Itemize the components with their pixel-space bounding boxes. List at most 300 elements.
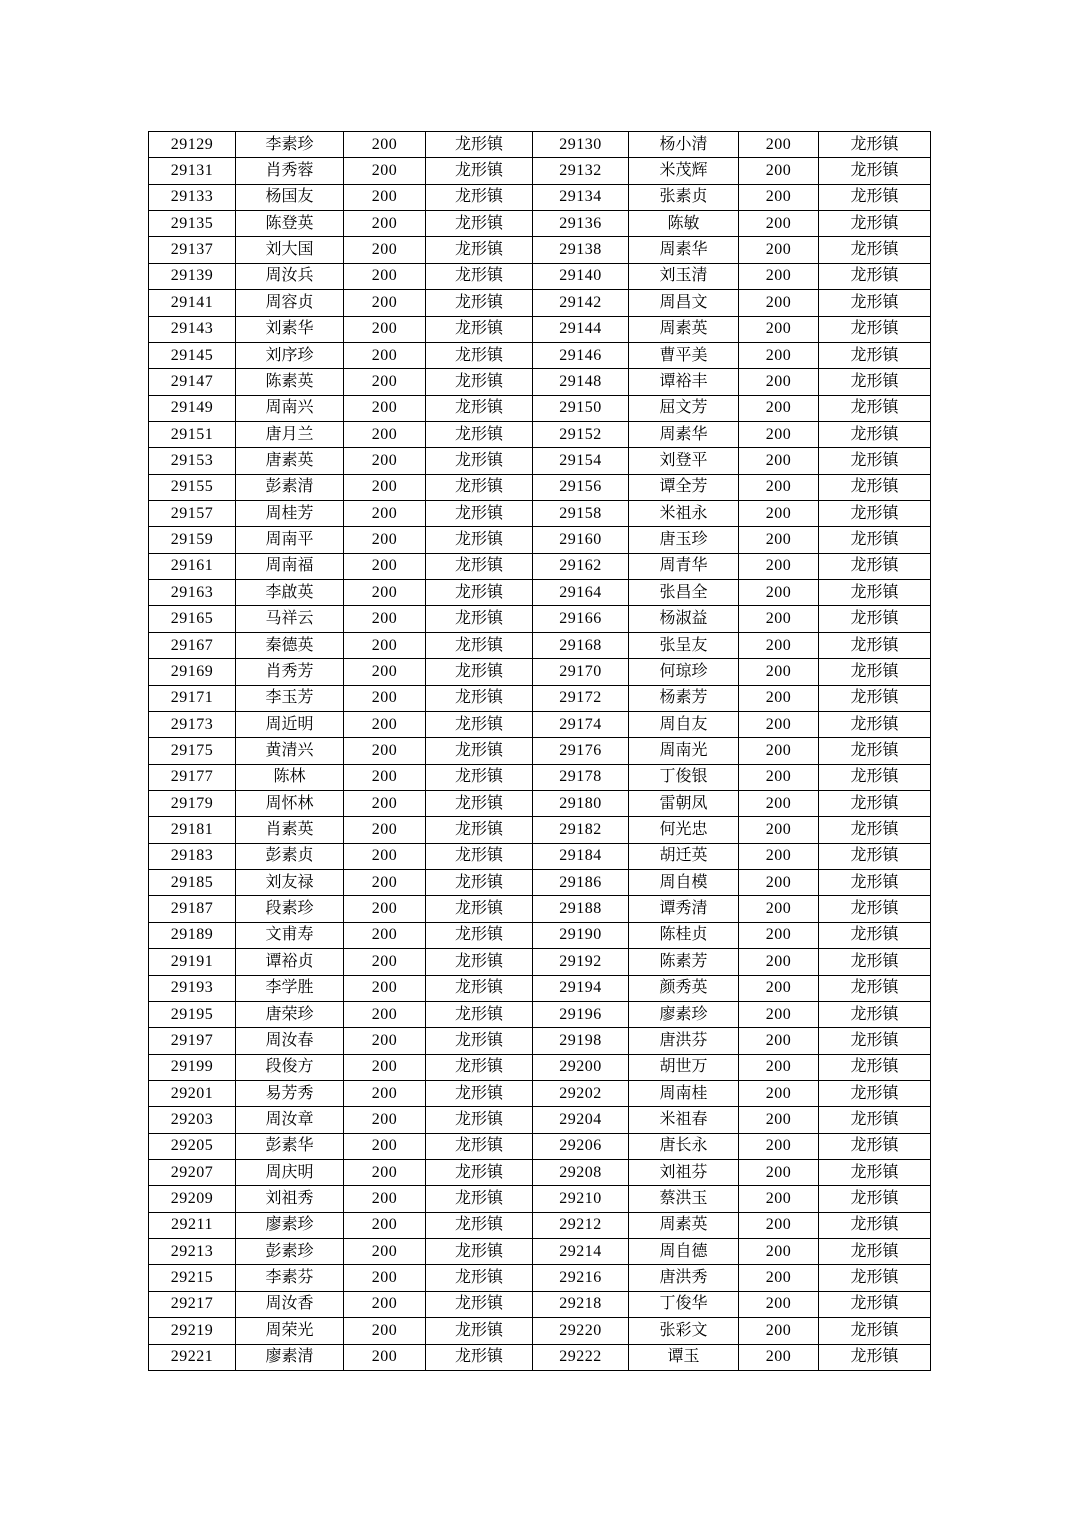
- cell-town-right: 龙形镇: [819, 184, 931, 210]
- cell-id-right: 29198: [533, 1028, 629, 1054]
- cell-id-left: 29193: [149, 975, 236, 1001]
- cell-amount-right: 200: [739, 1028, 819, 1054]
- table-row: [149, 184, 931, 210]
- cell-name-left: 彭素华: [236, 1133, 344, 1159]
- cell-town-right: 龙形镇: [819, 1001, 931, 1027]
- cell-town-right: 龙形镇: [819, 342, 931, 368]
- cell-name-right: 唐洪芬: [629, 1028, 739, 1054]
- cell-amount-right: 200: [739, 132, 819, 158]
- table-row: [149, 922, 931, 948]
- cell-town-left: 龙形镇: [426, 211, 533, 237]
- table-row: [149, 290, 931, 316]
- cell-name-right: 陈素芳: [629, 949, 739, 975]
- table-row: [149, 1344, 931, 1370]
- cell-name-right: 周昌文: [629, 290, 739, 316]
- cell-id-right: 29154: [533, 448, 629, 474]
- cell-id-left: 29199: [149, 1054, 236, 1080]
- cell-name-left: 廖素珍: [236, 1212, 344, 1238]
- cell-amount-right: 200: [739, 237, 819, 263]
- cell-amount-left: 200: [344, 290, 426, 316]
- cell-amount-right: 200: [739, 764, 819, 790]
- cell-id-left: 29141: [149, 290, 236, 316]
- cell-town-right: 龙形镇: [819, 1080, 931, 1106]
- cell-amount-right: 200: [739, 1265, 819, 1291]
- cell-amount-left: 200: [344, 764, 426, 790]
- cell-name-right: 胡迁英: [629, 843, 739, 869]
- cell-name-left: 刘友禄: [236, 870, 344, 896]
- cell-town-right: 龙形镇: [819, 1028, 931, 1054]
- cell-name-left: 易芳秀: [236, 1080, 344, 1106]
- cell-amount-right: 200: [739, 1054, 819, 1080]
- cell-name-right: 张彩文: [629, 1318, 739, 1344]
- cell-amount-left: 200: [344, 237, 426, 263]
- cell-name-right: 丁俊银: [629, 764, 739, 790]
- cell-amount-right: 200: [739, 1133, 819, 1159]
- cell-id-left: 29175: [149, 738, 236, 764]
- cell-id-right: 29174: [533, 711, 629, 737]
- cell-name-right: 米祖春: [629, 1107, 739, 1133]
- cell-town-right: 龙形镇: [819, 738, 931, 764]
- cell-name-left: 周近明: [236, 711, 344, 737]
- table-row: [149, 896, 931, 922]
- cell-amount-left: 200: [344, 711, 426, 737]
- table-row: [149, 685, 931, 711]
- table-row: [149, 1318, 931, 1344]
- cell-town-left: 龙形镇: [426, 421, 533, 447]
- cell-amount-right: 200: [739, 711, 819, 737]
- cell-id-left: 29217: [149, 1291, 236, 1317]
- cell-town-left: 龙形镇: [426, 1001, 533, 1027]
- table-row: [149, 1239, 931, 1265]
- cell-town-right: 龙形镇: [819, 263, 931, 289]
- cell-name-right: 周素英: [629, 316, 739, 342]
- cell-town-left: 龙形镇: [426, 395, 533, 421]
- cell-amount-left: 200: [344, 527, 426, 553]
- cell-name-right: 雷朝凤: [629, 790, 739, 816]
- cell-id-right: 29184: [533, 843, 629, 869]
- cell-name-left: 肖素英: [236, 817, 344, 843]
- cell-amount-left: 200: [344, 1265, 426, 1291]
- cell-id-right: 29176: [533, 738, 629, 764]
- cell-id-right: 29172: [533, 685, 629, 711]
- cell-town-left: 龙形镇: [426, 896, 533, 922]
- cell-town-left: 龙形镇: [426, 632, 533, 658]
- cell-town-right: 龙形镇: [819, 448, 931, 474]
- cell-amount-right: 200: [739, 1001, 819, 1027]
- cell-amount-right: 200: [739, 606, 819, 632]
- cell-id-right: 29164: [533, 580, 629, 606]
- cell-name-left: 陈素英: [236, 369, 344, 395]
- cell-amount-right: 200: [739, 870, 819, 896]
- cell-id-right: 29158: [533, 501, 629, 527]
- table-row: [149, 843, 931, 869]
- table-row: [149, 395, 931, 421]
- table-row: [149, 211, 931, 237]
- cell-amount-right: 200: [739, 1318, 819, 1344]
- table-row: [149, 421, 931, 447]
- cell-town-right: 龙形镇: [819, 843, 931, 869]
- cell-id-right: 29202: [533, 1080, 629, 1106]
- table-row: [149, 474, 931, 500]
- table-row: [149, 817, 931, 843]
- cell-id-right: 29146: [533, 342, 629, 368]
- cell-name-left: 廖素清: [236, 1344, 344, 1370]
- cell-amount-right: 200: [739, 553, 819, 579]
- table-row: [149, 342, 931, 368]
- cell-amount-left: 200: [344, 896, 426, 922]
- cell-name-right: 蔡洪玉: [629, 1186, 739, 1212]
- cell-id-right: 29182: [533, 817, 629, 843]
- cell-amount-right: 200: [739, 501, 819, 527]
- cell-amount-right: 200: [739, 1291, 819, 1317]
- cell-id-right: 29150: [533, 395, 629, 421]
- cell-name-left: 李素芬: [236, 1265, 344, 1291]
- cell-amount-right: 200: [739, 632, 819, 658]
- cell-id-left: 29149: [149, 395, 236, 421]
- cell-town-left: 龙形镇: [426, 342, 533, 368]
- cell-name-right: 谭秀清: [629, 896, 739, 922]
- cell-town-left: 龙形镇: [426, 1265, 533, 1291]
- cell-amount-right: 200: [739, 263, 819, 289]
- cell-amount-left: 200: [344, 553, 426, 579]
- cell-name-right: 何光忠: [629, 817, 739, 843]
- cell-name-left: 周汝春: [236, 1028, 344, 1054]
- cell-amount-right: 200: [739, 184, 819, 210]
- cell-id-left: 29179: [149, 790, 236, 816]
- cell-town-left: 龙形镇: [426, 290, 533, 316]
- cell-amount-left: 200: [344, 606, 426, 632]
- table-row: [149, 975, 931, 1001]
- cell-name-right: 刘祖芬: [629, 1160, 739, 1186]
- cell-amount-left: 200: [344, 1054, 426, 1080]
- cell-town-right: 龙形镇: [819, 896, 931, 922]
- cell-name-left: 段素珍: [236, 896, 344, 922]
- cell-name-left: 段俊方: [236, 1054, 344, 1080]
- cell-name-left: 周南平: [236, 527, 344, 553]
- cell-name-left: 周南兴: [236, 395, 344, 421]
- table-row: [149, 316, 931, 342]
- cell-amount-right: 200: [739, 342, 819, 368]
- table-row: [149, 448, 931, 474]
- cell-id-right: 29222: [533, 1344, 629, 1370]
- cell-amount-right: 200: [739, 685, 819, 711]
- cell-name-right: 颜秀英: [629, 975, 739, 1001]
- cell-id-left: 29211: [149, 1212, 236, 1238]
- cell-town-right: 龙形镇: [819, 1107, 931, 1133]
- cell-id-right: 29192: [533, 949, 629, 975]
- payment-table: [148, 131, 931, 1371]
- cell-amount-left: 200: [344, 132, 426, 158]
- cell-id-left: 29143: [149, 316, 236, 342]
- cell-amount-left: 200: [344, 1028, 426, 1054]
- cell-name-left: 陈登英: [236, 211, 344, 237]
- cell-name-right: 唐洪秀: [629, 1265, 739, 1291]
- cell-amount-right: 200: [739, 1186, 819, 1212]
- cell-id-right: 29166: [533, 606, 629, 632]
- cell-amount-left: 200: [344, 1107, 426, 1133]
- cell-amount-right: 200: [739, 1160, 819, 1186]
- cell-name-left: 文甫寿: [236, 922, 344, 948]
- cell-name-left: 肖秀蓉: [236, 158, 344, 184]
- cell-name-right: 杨淑益: [629, 606, 739, 632]
- cell-name-left: 杨国友: [236, 184, 344, 210]
- cell-name-left: 李学胜: [236, 975, 344, 1001]
- cell-town-right: 龙形镇: [819, 817, 931, 843]
- cell-id-left: 29201: [149, 1080, 236, 1106]
- cell-id-left: 29147: [149, 369, 236, 395]
- cell-id-left: 29129: [149, 132, 236, 158]
- table-row: [149, 764, 931, 790]
- cell-town-left: 龙形镇: [426, 1160, 533, 1186]
- cell-id-right: 29156: [533, 474, 629, 500]
- cell-town-right: 龙形镇: [819, 1239, 931, 1265]
- cell-town-right: 龙形镇: [819, 316, 931, 342]
- cell-id-left: 29209: [149, 1186, 236, 1212]
- cell-amount-left: 200: [344, 448, 426, 474]
- cell-name-left: 周容贞: [236, 290, 344, 316]
- cell-name-left: 肖秀芳: [236, 659, 344, 685]
- cell-town-left: 龙形镇: [426, 1344, 533, 1370]
- cell-town-right: 龙形镇: [819, 237, 931, 263]
- cell-amount-right: 200: [739, 738, 819, 764]
- cell-town-right: 龙形镇: [819, 290, 931, 316]
- table-row: [149, 132, 931, 158]
- cell-amount-left: 200: [344, 184, 426, 210]
- cell-id-left: 29221: [149, 1344, 236, 1370]
- cell-amount-right: 200: [739, 975, 819, 1001]
- cell-town-left: 龙形镇: [426, 949, 533, 975]
- cell-amount-left: 200: [344, 1133, 426, 1159]
- cell-town-left: 龙形镇: [426, 738, 533, 764]
- cell-amount-left: 200: [344, 580, 426, 606]
- cell-town-right: 龙形镇: [819, 685, 931, 711]
- cell-town-right: 龙形镇: [819, 395, 931, 421]
- cell-amount-right: 200: [739, 896, 819, 922]
- cell-amount-right: 200: [739, 421, 819, 447]
- cell-town-left: 龙形镇: [426, 263, 533, 289]
- cell-town-left: 龙形镇: [426, 501, 533, 527]
- cell-name-right: 杨小清: [629, 132, 739, 158]
- cell-name-right: 米祖永: [629, 501, 739, 527]
- cell-id-left: 29195: [149, 1001, 236, 1027]
- cell-id-left: 29185: [149, 870, 236, 896]
- cell-amount-left: 200: [344, 1186, 426, 1212]
- cell-id-left: 29137: [149, 237, 236, 263]
- cell-id-left: 29191: [149, 949, 236, 975]
- cell-amount-left: 200: [344, 263, 426, 289]
- cell-town-left: 龙形镇: [426, 527, 533, 553]
- cell-town-left: 龙形镇: [426, 790, 533, 816]
- cell-town-left: 龙形镇: [426, 870, 533, 896]
- cell-id-left: 29207: [149, 1160, 236, 1186]
- cell-amount-left: 200: [344, 474, 426, 500]
- cell-name-right: 唐玉珍: [629, 527, 739, 553]
- cell-id-right: 29196: [533, 1001, 629, 1027]
- cell-name-right: 屈文芳: [629, 395, 739, 421]
- cell-id-left: 29139: [149, 263, 236, 289]
- cell-name-right: 周素英: [629, 1212, 739, 1238]
- cell-amount-left: 200: [344, 1344, 426, 1370]
- cell-amount-right: 200: [739, 817, 819, 843]
- table-row: [149, 1133, 931, 1159]
- cell-amount-left: 200: [344, 1239, 426, 1265]
- cell-town-left: 龙形镇: [426, 1212, 533, 1238]
- cell-id-left: 29183: [149, 843, 236, 869]
- cell-amount-left: 200: [344, 790, 426, 816]
- table-row: [149, 1291, 931, 1317]
- cell-amount-left: 200: [344, 369, 426, 395]
- cell-amount-left: 200: [344, 395, 426, 421]
- cell-id-right: 29170: [533, 659, 629, 685]
- cell-name-left: 周桂芳: [236, 501, 344, 527]
- cell-town-right: 龙形镇: [819, 580, 931, 606]
- cell-id-left: 29167: [149, 632, 236, 658]
- cell-id-right: 29138: [533, 237, 629, 263]
- cell-id-right: 29140: [533, 263, 629, 289]
- cell-town-left: 龙形镇: [426, 1080, 533, 1106]
- cell-name-left: 周汝兵: [236, 263, 344, 289]
- cell-name-left: 刘大国: [236, 237, 344, 263]
- cell-town-left: 龙形镇: [426, 685, 533, 711]
- cell-amount-left: 200: [344, 738, 426, 764]
- cell-name-right: 刘玉清: [629, 263, 739, 289]
- cell-town-left: 龙形镇: [426, 580, 533, 606]
- cell-amount-left: 200: [344, 501, 426, 527]
- cell-town-left: 龙形镇: [426, 1133, 533, 1159]
- cell-amount-left: 200: [344, 949, 426, 975]
- cell-town-left: 龙形镇: [426, 448, 533, 474]
- cell-id-right: 29148: [533, 369, 629, 395]
- cell-town-right: 龙形镇: [819, 369, 931, 395]
- cell-id-right: 29160: [533, 527, 629, 553]
- cell-id-right: 29208: [533, 1160, 629, 1186]
- cell-id-right: 29178: [533, 764, 629, 790]
- cell-amount-right: 200: [739, 1344, 819, 1370]
- cell-town-left: 龙形镇: [426, 132, 533, 158]
- cell-name-right: 周素华: [629, 237, 739, 263]
- table-row: [149, 1028, 931, 1054]
- cell-name-left: 周荣光: [236, 1318, 344, 1344]
- cell-id-left: 29135: [149, 211, 236, 237]
- cell-name-right: 丁俊华: [629, 1291, 739, 1317]
- cell-town-left: 龙形镇: [426, 843, 533, 869]
- cell-id-right: 29206: [533, 1133, 629, 1159]
- cell-name-right: 周自友: [629, 711, 739, 737]
- cell-amount-right: 200: [739, 395, 819, 421]
- table-row: [149, 1160, 931, 1186]
- cell-town-right: 龙形镇: [819, 659, 931, 685]
- cell-name-left: 彭素贞: [236, 843, 344, 869]
- cell-name-right: 周南桂: [629, 1080, 739, 1106]
- cell-town-left: 龙形镇: [426, 1054, 533, 1080]
- table-row: [149, 790, 931, 816]
- table-row: [149, 527, 931, 553]
- cell-id-right: 29152: [533, 421, 629, 447]
- cell-name-left: 李啟英: [236, 580, 344, 606]
- cell-name-left: 李素珍: [236, 132, 344, 158]
- cell-name-left: 周南福: [236, 553, 344, 579]
- table-row: [149, 580, 931, 606]
- cell-name-right: 谭玉: [629, 1344, 739, 1370]
- cell-id-right: 29210: [533, 1186, 629, 1212]
- cell-amount-right: 200: [739, 211, 819, 237]
- cell-name-left: 周怀林: [236, 790, 344, 816]
- cell-amount-right: 200: [739, 316, 819, 342]
- cell-town-right: 龙形镇: [819, 711, 931, 737]
- cell-id-right: 29220: [533, 1318, 629, 1344]
- cell-id-right: 29218: [533, 1291, 629, 1317]
- cell-id-left: 29187: [149, 896, 236, 922]
- cell-id-left: 29165: [149, 606, 236, 632]
- cell-amount-right: 200: [739, 1212, 819, 1238]
- cell-amount-left: 200: [344, 817, 426, 843]
- cell-town-right: 龙形镇: [819, 949, 931, 975]
- cell-amount-left: 200: [344, 632, 426, 658]
- cell-name-left: 刘祖秀: [236, 1186, 344, 1212]
- cell-name-left: 李玉芳: [236, 685, 344, 711]
- cell-town-right: 龙形镇: [819, 790, 931, 816]
- cell-amount-left: 200: [344, 1291, 426, 1317]
- cell-name-right: 谭全芳: [629, 474, 739, 500]
- cell-name-left: 谭裕贞: [236, 949, 344, 975]
- cell-amount-left: 200: [344, 922, 426, 948]
- cell-amount-right: 200: [739, 369, 819, 395]
- cell-town-left: 龙形镇: [426, 1239, 533, 1265]
- cell-amount-left: 200: [344, 211, 426, 237]
- cell-amount-right: 200: [739, 949, 819, 975]
- cell-id-left: 29213: [149, 1239, 236, 1265]
- cell-town-left: 龙形镇: [426, 553, 533, 579]
- cell-id-left: 29169: [149, 659, 236, 685]
- table-row: [149, 1107, 931, 1133]
- cell-amount-right: 200: [739, 1239, 819, 1265]
- cell-name-left: 黄清兴: [236, 738, 344, 764]
- table-row: [149, 501, 931, 527]
- cell-name-right: 曹平美: [629, 342, 739, 368]
- cell-town-right: 龙形镇: [819, 1212, 931, 1238]
- cell-id-right: 29214: [533, 1239, 629, 1265]
- cell-town-right: 龙形镇: [819, 1265, 931, 1291]
- cell-town-left: 龙形镇: [426, 1186, 533, 1212]
- cell-town-right: 龙形镇: [819, 1186, 931, 1212]
- cell-town-right: 龙形镇: [819, 553, 931, 579]
- cell-id-left: 29155: [149, 474, 236, 500]
- cell-id-right: 29190: [533, 922, 629, 948]
- cell-name-left: 唐素英: [236, 448, 344, 474]
- cell-town-right: 龙形镇: [819, 501, 931, 527]
- table-row: [149, 606, 931, 632]
- table-row: [149, 949, 931, 975]
- cell-name-right: 周自德: [629, 1239, 739, 1265]
- cell-amount-right: 200: [739, 474, 819, 500]
- table-row: [149, 1001, 931, 1027]
- cell-name-left: 陈林: [236, 764, 344, 790]
- cell-id-right: 29136: [533, 211, 629, 237]
- cell-town-right: 龙形镇: [819, 132, 931, 158]
- cell-id-left: 29181: [149, 817, 236, 843]
- cell-town-left: 龙形镇: [426, 975, 533, 1001]
- cell-amount-left: 200: [344, 659, 426, 685]
- cell-town-left: 龙形镇: [426, 1107, 533, 1133]
- cell-id-left: 29177: [149, 764, 236, 790]
- cell-id-left: 29197: [149, 1028, 236, 1054]
- cell-id-right: 29188: [533, 896, 629, 922]
- cell-id-left: 29203: [149, 1107, 236, 1133]
- cell-id-left: 29163: [149, 580, 236, 606]
- cell-name-right: 何琼珍: [629, 659, 739, 685]
- cell-town-right: 龙形镇: [819, 1054, 931, 1080]
- cell-id-right: 29162: [533, 553, 629, 579]
